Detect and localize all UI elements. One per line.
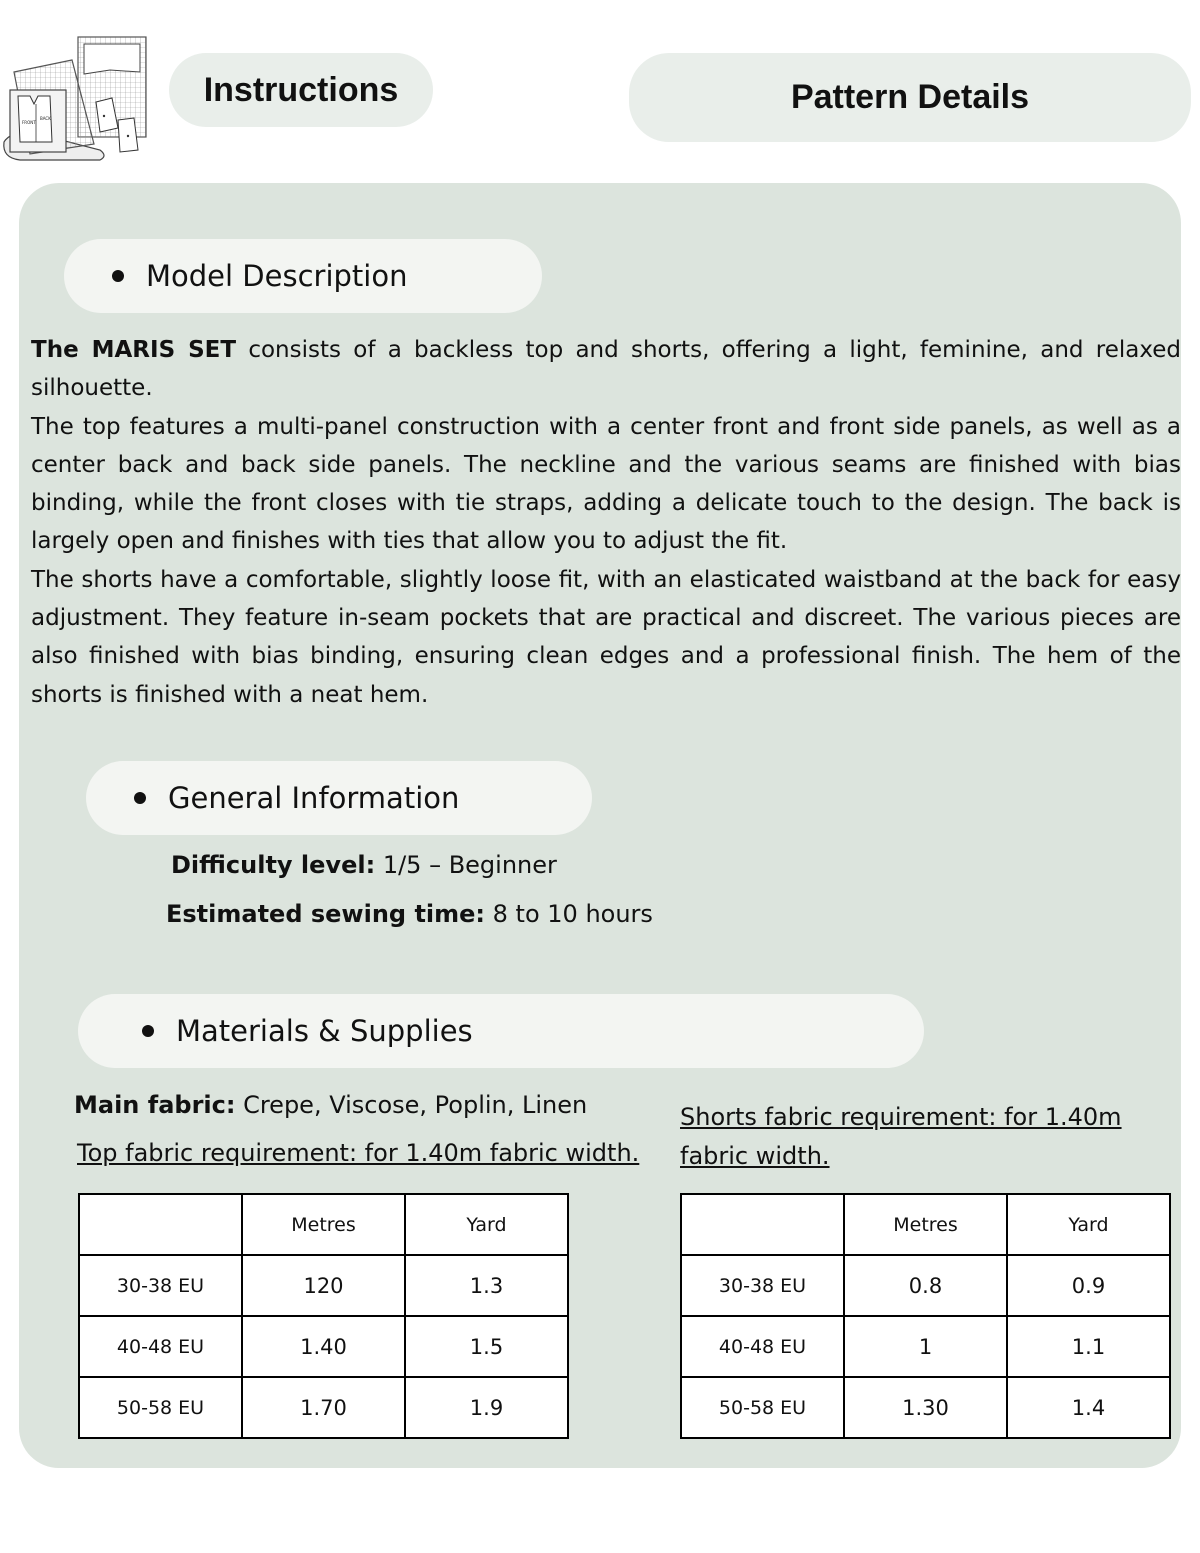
sewing-pattern-icon xyxy=(0,32,152,162)
section-heading: Model Description xyxy=(146,259,408,293)
table-header-cell xyxy=(79,1194,242,1255)
shorts-paragraph: The shorts have a comfortable, slightly loose fit, with an elasticated waistband at the back for easy adjustment. They feature in-seam pockets that are practical and discreet. The various pieces are also finished with bias binding, ensuring clean edges and a professional finish. The hem of the shorts is finished with a neat hem. xyxy=(31,566,1181,708)
table-row xyxy=(79,1377,568,1438)
table-cell: 30-38 EU xyxy=(681,1255,844,1316)
table-cell: 1.30 xyxy=(844,1377,1007,1438)
logo-piece-label: FRONT xyxy=(22,120,36,125)
bullet-icon xyxy=(142,1025,154,1037)
main-fabric xyxy=(74,1091,587,1119)
table-cell: 1.9 xyxy=(405,1377,568,1438)
difficulty-level xyxy=(171,851,557,879)
table-cell: 1.3 xyxy=(405,1255,568,1316)
table-row xyxy=(681,1255,1170,1316)
table-cell: 40-48 EU xyxy=(79,1316,242,1377)
top-paragraph: The top features a multi-panel construction with a center front and front side panels, as well as a center back and back side panels. The neckline and the various seams are finished with bias binding, while the front closes with tie straps, adding a delicate touch to the design. The back is largely open and finishes with ties that allow you to adjust the fit. xyxy=(31,413,1181,555)
table-cell: 50-58 EU xyxy=(79,1377,242,1438)
sewing-time xyxy=(166,900,653,928)
bullet-icon xyxy=(112,270,124,282)
bullet-icon xyxy=(134,792,146,804)
table-cell: 0.9 xyxy=(1007,1255,1170,1316)
section-model-description xyxy=(64,239,542,313)
model-description-text xyxy=(31,331,1181,714)
instructions-header: Instructions xyxy=(169,53,433,127)
table-cell: 1.70 xyxy=(242,1377,405,1438)
table-cell: 120 xyxy=(242,1255,405,1316)
section-heading: General Information xyxy=(168,781,460,815)
table-cell: 40-48 EU xyxy=(681,1316,844,1377)
table-row xyxy=(681,1316,1170,1377)
time-value: 8 to 10 hours xyxy=(485,900,653,928)
table-cell: 1.4 xyxy=(1007,1377,1170,1438)
section-heading: Materials & Supplies xyxy=(176,1014,473,1048)
pattern-details-header: Pattern Details xyxy=(629,53,1191,142)
section-general-information xyxy=(86,761,592,835)
main-fabric-label: Main fabric: xyxy=(74,1091,236,1119)
table-header-row xyxy=(681,1194,1170,1255)
top-fabric-requirement: Top fabric requirement: for 1.40m fabric width. xyxy=(77,1139,640,1167)
main-fabric-value: Crepe, Viscose, Poplin, Linen xyxy=(235,1091,588,1119)
time-label: Estimated sewing time: xyxy=(166,900,486,928)
table-cell: 1.40 xyxy=(242,1316,405,1377)
difficulty-label: Difficulty level: xyxy=(171,851,376,879)
set-name: The MARIS SET xyxy=(31,337,237,363)
section-materials xyxy=(78,994,924,1068)
table-cell: 1.1 xyxy=(1007,1316,1170,1377)
table-header-row xyxy=(79,1194,568,1255)
table-header-cell: Yard xyxy=(405,1194,568,1255)
table-row xyxy=(79,1255,568,1316)
table-cell: 1 xyxy=(844,1316,1007,1377)
table-cell: 0.8 xyxy=(844,1255,1007,1316)
intro-paragraph xyxy=(31,331,1181,408)
table-row xyxy=(79,1316,568,1377)
table-header-cell xyxy=(681,1194,844,1255)
shorts-fabric-table xyxy=(680,1193,1171,1439)
table-header-cell: Metres xyxy=(242,1194,405,1255)
table-row xyxy=(681,1377,1170,1438)
shorts-fabric-requirement: Shorts fabric requirement: for 1.40m fabric width. xyxy=(680,1103,1122,1170)
intro-text: consists of a backless top and shorts, offering a light, feminine, and relaxed silhouette. xyxy=(31,337,1181,402)
table-header-cell: Yard xyxy=(1007,1194,1170,1255)
table-header-cell: Metres xyxy=(844,1194,1007,1255)
table-cell: 50-58 EU xyxy=(681,1377,844,1438)
difficulty-value: 1/5 – Beginner xyxy=(375,851,557,879)
table-cell: 30-38 EU xyxy=(79,1255,242,1316)
table-cell: 1.5 xyxy=(405,1316,568,1377)
top-fabric-table xyxy=(78,1193,569,1439)
logo-piece-label: BACK xyxy=(40,116,51,121)
